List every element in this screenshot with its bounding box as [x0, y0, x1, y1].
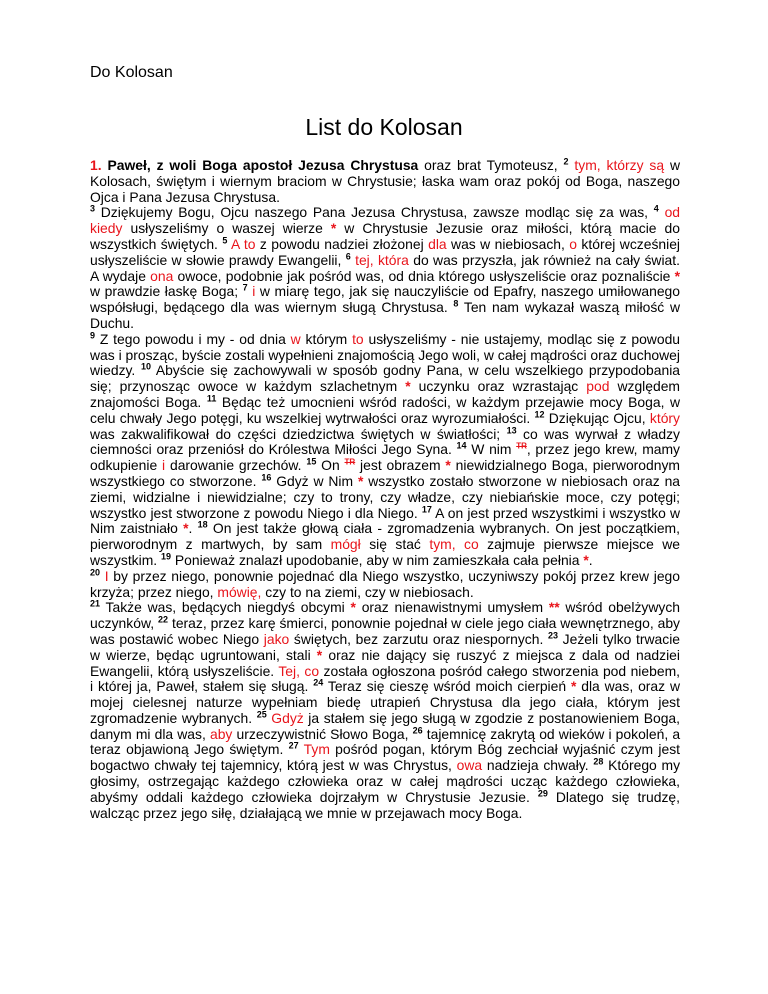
- verse-text: Dlatego się trudzę, walcząc przez jego siłę, działającą we mnie w przejawach mocy Boga.: [90, 788, 680, 821]
- verse-text: Teraz się cieszę wśród moich cierpień: [323, 678, 567, 695]
- verse-text: w miarę tego, jak się nauczyliście od Epafry, naszego umiłowanego współsługi, będącego dla was wiernym sługą Chrystusa.: [90, 283, 680, 316]
- added-word: mógł: [330, 536, 361, 553]
- verse-number: 12: [534, 409, 545, 420]
- added-word: i: [162, 457, 166, 474]
- document-body: [90, 158, 680, 821]
- verse-text: do was przyszła, jak również na cały świat. A wydaje: [90, 251, 680, 284]
- verse-text: świętych, bez zarzutu oraz niespornych.: [289, 630, 544, 647]
- verse-text: w Chrystusie Jezusie oraz miłości, którą macie do wszystkich świętych.: [90, 220, 680, 252]
- verse-number: 6: [345, 251, 351, 262]
- verse-number: 5: [222, 235, 228, 246]
- verse-text: co was wyrwał z władzy ciemności oraz przeniósł do Królestwa Miłości Jego Syna.: [90, 425, 681, 458]
- verse-1-intro: Paweł, z woli Boga apostoł Jezusa Chrystusa: [107, 157, 419, 173]
- added-word: tej, która: [355, 251, 409, 268]
- verse-number: 14: [456, 440, 467, 451]
- tr-marker: TR: [516, 441, 527, 451]
- verse-text: Gdyż w Nim: [271, 472, 354, 489]
- verse-text: zajmuje pierwsze miejsce we wszystkim.: [90, 536, 681, 568]
- verse-text: owoce, podobnie jak pośród was, od dnia którego usłyszeliście oraz poznaliście: [173, 267, 671, 284]
- verse-number: 21: [90, 598, 101, 609]
- verse-text: w Kolosach, świętym i wiernym braciom w Chrystusie; łaska wam oraz pokój od Boga, naszego Ojca i Pana Jezusa Chrystusa.: [90, 157, 680, 205]
- footnote-marker: *: [570, 678, 577, 695]
- added-word: jako: [263, 630, 290, 647]
- verse-text: czy to na ziemi, czy w niebiosach.: [261, 583, 474, 600]
- verse-number: 29: [537, 788, 548, 799]
- verse-number: 20: [90, 567, 101, 578]
- verse-number: 23: [548, 630, 559, 641]
- verse-text: nadzieja chwały.: [482, 757, 589, 774]
- added-word: to: [352, 330, 364, 347]
- added-word: owa: [456, 757, 483, 774]
- verse-number: 17: [421, 503, 432, 514]
- verse-text: A on jest przed wszystkimi i wszystko w Nim zaistniało: [90, 504, 680, 537]
- footnote-marker: *: [183, 520, 189, 537]
- verse-text: tajemnicę zakrytą od wieków i pokoleń, a teraz objawioną Jego świętym.: [90, 725, 681, 758]
- verse-number: 28: [593, 756, 604, 767]
- verse-text: was w niebiosach,: [446, 235, 565, 252]
- verse-text: urzeczywistnić Słowo Boga,: [232, 725, 409, 742]
- footnote-marker: *: [357, 472, 364, 489]
- added-word: o: [569, 235, 578, 252]
- verse-number: 9: [90, 330, 96, 341]
- verse-text: wszystko zostało stworzone w niebiosach oraz na ziemi, widzialne i niewidzialne; czy to trony, czy władze, czy niebiańskie moce, czy potęgi; wszystko jest stworzone z powodu Niego i dla Niego.: [90, 472, 681, 521]
- verse-text: , przez jego krew, mamy odkupienie: [90, 441, 681, 474]
- document-title: List do Kolosan: [305, 114, 463, 140]
- verse-text: On: [316, 457, 340, 474]
- verse-text: was zakwalifikował do części dziedzictwa świętych w światłości;: [90, 425, 501, 442]
- added-word: w: [290, 330, 301, 347]
- verse-number: 25: [256, 709, 267, 720]
- verse-text: Dziękując Ojcu,: [544, 409, 646, 426]
- verse-text: usłyszeliśmy - nie ustajemy, modląc się z powodu was i prosząc, byście zostali wypełnieni znajomością Jego woli, w całej mądrości oraz duchowej wiedzy.: [90, 330, 681, 379]
- verse-number: 19: [161, 551, 172, 562]
- verse-number: 8: [453, 298, 459, 309]
- verse-text: oraz nie dający się ruszyć z miejsca z dala od nadziei Ewangelii, którą usłyszeliście.: [90, 646, 680, 679]
- verse-text: z powodu nadziei złożonej: [255, 235, 424, 252]
- footnote-marker: *: [316, 646, 323, 663]
- verse-number: 26: [412, 725, 423, 736]
- verse-text: Którego my głosimy, ostrzegając każdego człowieka oraz w całej mądrości ucząc każdego człowieka, abyśmy oddali każdego człowieka dojrzałym w Chrystusie Jezusie.: [90, 757, 681, 805]
- verse-text: On jest także głową ciała - zgromadzenia wybranych. On jest początkiem, pierworodnym z martwych, by sam: [90, 520, 680, 553]
- verse-text: by przez niego, ponownie pojednać dla Niego wszystko, uczyniwszy pokój przez krew jego krzyża; przez niego,: [90, 567, 681, 600]
- chapter-text: [90, 158, 680, 821]
- verse-number: 24: [313, 677, 324, 688]
- verse-1-text: oraz brat Tymoteusz,: [418, 157, 558, 173]
- verse-text: niewidzialnego Boga, pierworodnym wszystkiego co stworzone.: [90, 457, 680, 489]
- verse-text: względem znajomości Boga.: [90, 378, 681, 410]
- verse-text: Z tego powodu i my - od dnia: [95, 330, 286, 347]
- added-word: pod: [586, 378, 610, 395]
- footnote-marker: *: [583, 551, 589, 568]
- verse-text: oraz nienawistnymi umysłem: [355, 599, 544, 616]
- verse-number: 3: [90, 203, 96, 214]
- verse-text: Także was, będących niegdyś obcymi: [100, 599, 345, 616]
- verse-text: Ten nam wykazał waszą miłość w Duchu.: [90, 299, 680, 331]
- punctuation: .: [588, 551, 593, 568]
- verse-number: 11: [206, 393, 217, 404]
- verse-number: 15: [306, 456, 317, 467]
- footnote-marker: *: [405, 378, 411, 395]
- added-word: aby: [209, 725, 233, 742]
- verse-text: Jeżeli tylko trwacie w wierze, będąc ugruntowani, stali: [90, 630, 681, 663]
- verse-text: Abyście się zachowywali w sposób godny Pana, w celu wszelkiego przypodobania się; przynosząc owoce w każdym szlachetnym: [90, 362, 681, 395]
- added-word: Tym: [303, 741, 330, 758]
- verse-number: 16: [261, 472, 272, 483]
- tr-marker: TR: [344, 457, 356, 467]
- verse-text: Będąc też umocnieni wśród radości, w każdym przejawie mocy Boga, w celu chwały Jego potęgi, ku wszelkiej wytrwałości oraz wyrozumiałości.: [90, 393, 680, 426]
- verse-text: Ponieważ znalazł upodobanie, aby w nim zamieszkała cała pełnia: [171, 551, 580, 568]
- verse-number: 27: [288, 740, 299, 751]
- verse-text: jest obrazem: [355, 457, 441, 474]
- footnote-marker: *: [330, 220, 337, 237]
- verse-number: 22: [158, 614, 169, 625]
- footnote-marker: *: [350, 599, 356, 616]
- verse-text: której wcześniej usłyszeliście w słowie prawdy Ewangelii,: [90, 235, 681, 268]
- verse-number: 7: [242, 282, 248, 293]
- added-word: dla: [428, 235, 447, 252]
- chapter-number: 1.: [90, 157, 102, 173]
- added-word: A to: [230, 235, 256, 252]
- verse-number: 13: [506, 424, 517, 435]
- added-word: Gdyż: [271, 709, 304, 726]
- verse-number: 10: [140, 361, 151, 372]
- verse-text: się stać: [360, 536, 421, 553]
- document-header: Do Kolosan: [90, 64, 173, 81]
- added-word: ona: [150, 267, 174, 284]
- verse-text: ja stałem się jego sługą w zgodzie z postanowieniem Boga, danym mi dla was,: [90, 709, 681, 742]
- verse-number: 2: [563, 156, 569, 167]
- verse-number: 4: [653, 203, 659, 214]
- verse-text: teraz, przez karę śmierci, ponownie pojednał w ciele jego ciała wewnętrznego, aby was postawić wobec Niego: [90, 615, 681, 647]
- added-word: tym, co: [429, 536, 479, 553]
- added-word: od kiedy: [90, 204, 681, 237]
- verse-text: pośród pogan, którym Bóg zechciał wyjaśnić czym jest bogactwo chwały tej tajemnicy, którą jest w was Chrystus,: [90, 741, 680, 774]
- verse-text: W nim: [466, 441, 512, 458]
- verse-text: darowanie grzechów.: [165, 457, 302, 474]
- verse-text: uczynku oraz wzrastając: [410, 378, 579, 395]
- footnote-marker: *: [445, 457, 451, 474]
- added-word: który: [649, 409, 681, 426]
- added-word: Tej, co: [278, 662, 320, 679]
- added-word: mówię,: [217, 583, 262, 600]
- verse-text: została ogłoszona pośród całego stworzenia pod niebem, i której ja, Paweł, stałem się sługą.: [90, 662, 681, 695]
- footnote-marker: **: [548, 599, 560, 616]
- added-word: i: [252, 283, 256, 300]
- verse-text: wśród obelżywych uczynków,: [90, 599, 681, 632]
- verse-text: usłyszeliśmy o waszej wierze: [122, 220, 323, 237]
- punctuation: .: [188, 520, 193, 537]
- verse-text: dla was, oraz w mojej cielesnej naturze wypełniam biedę utrapień Chrystusa dla jego ciała, którym jest zgromadzenie wybranych.: [90, 678, 680, 726]
- added-word: I: [104, 567, 109, 584]
- verse-text: którym: [300, 330, 348, 347]
- verse-number: 18: [197, 519, 208, 530]
- verse-text: w prawdzie łaskę Boga;: [90, 283, 239, 300]
- added-word: tym, którzy są: [574, 157, 665, 173]
- verse-text: Dziękujemy Bogu, Ojcu naszego Pana Jezusa Chrystusa, zawsze modląc się za was,: [95, 204, 649, 221]
- footnote-marker: *: [674, 267, 681, 284]
